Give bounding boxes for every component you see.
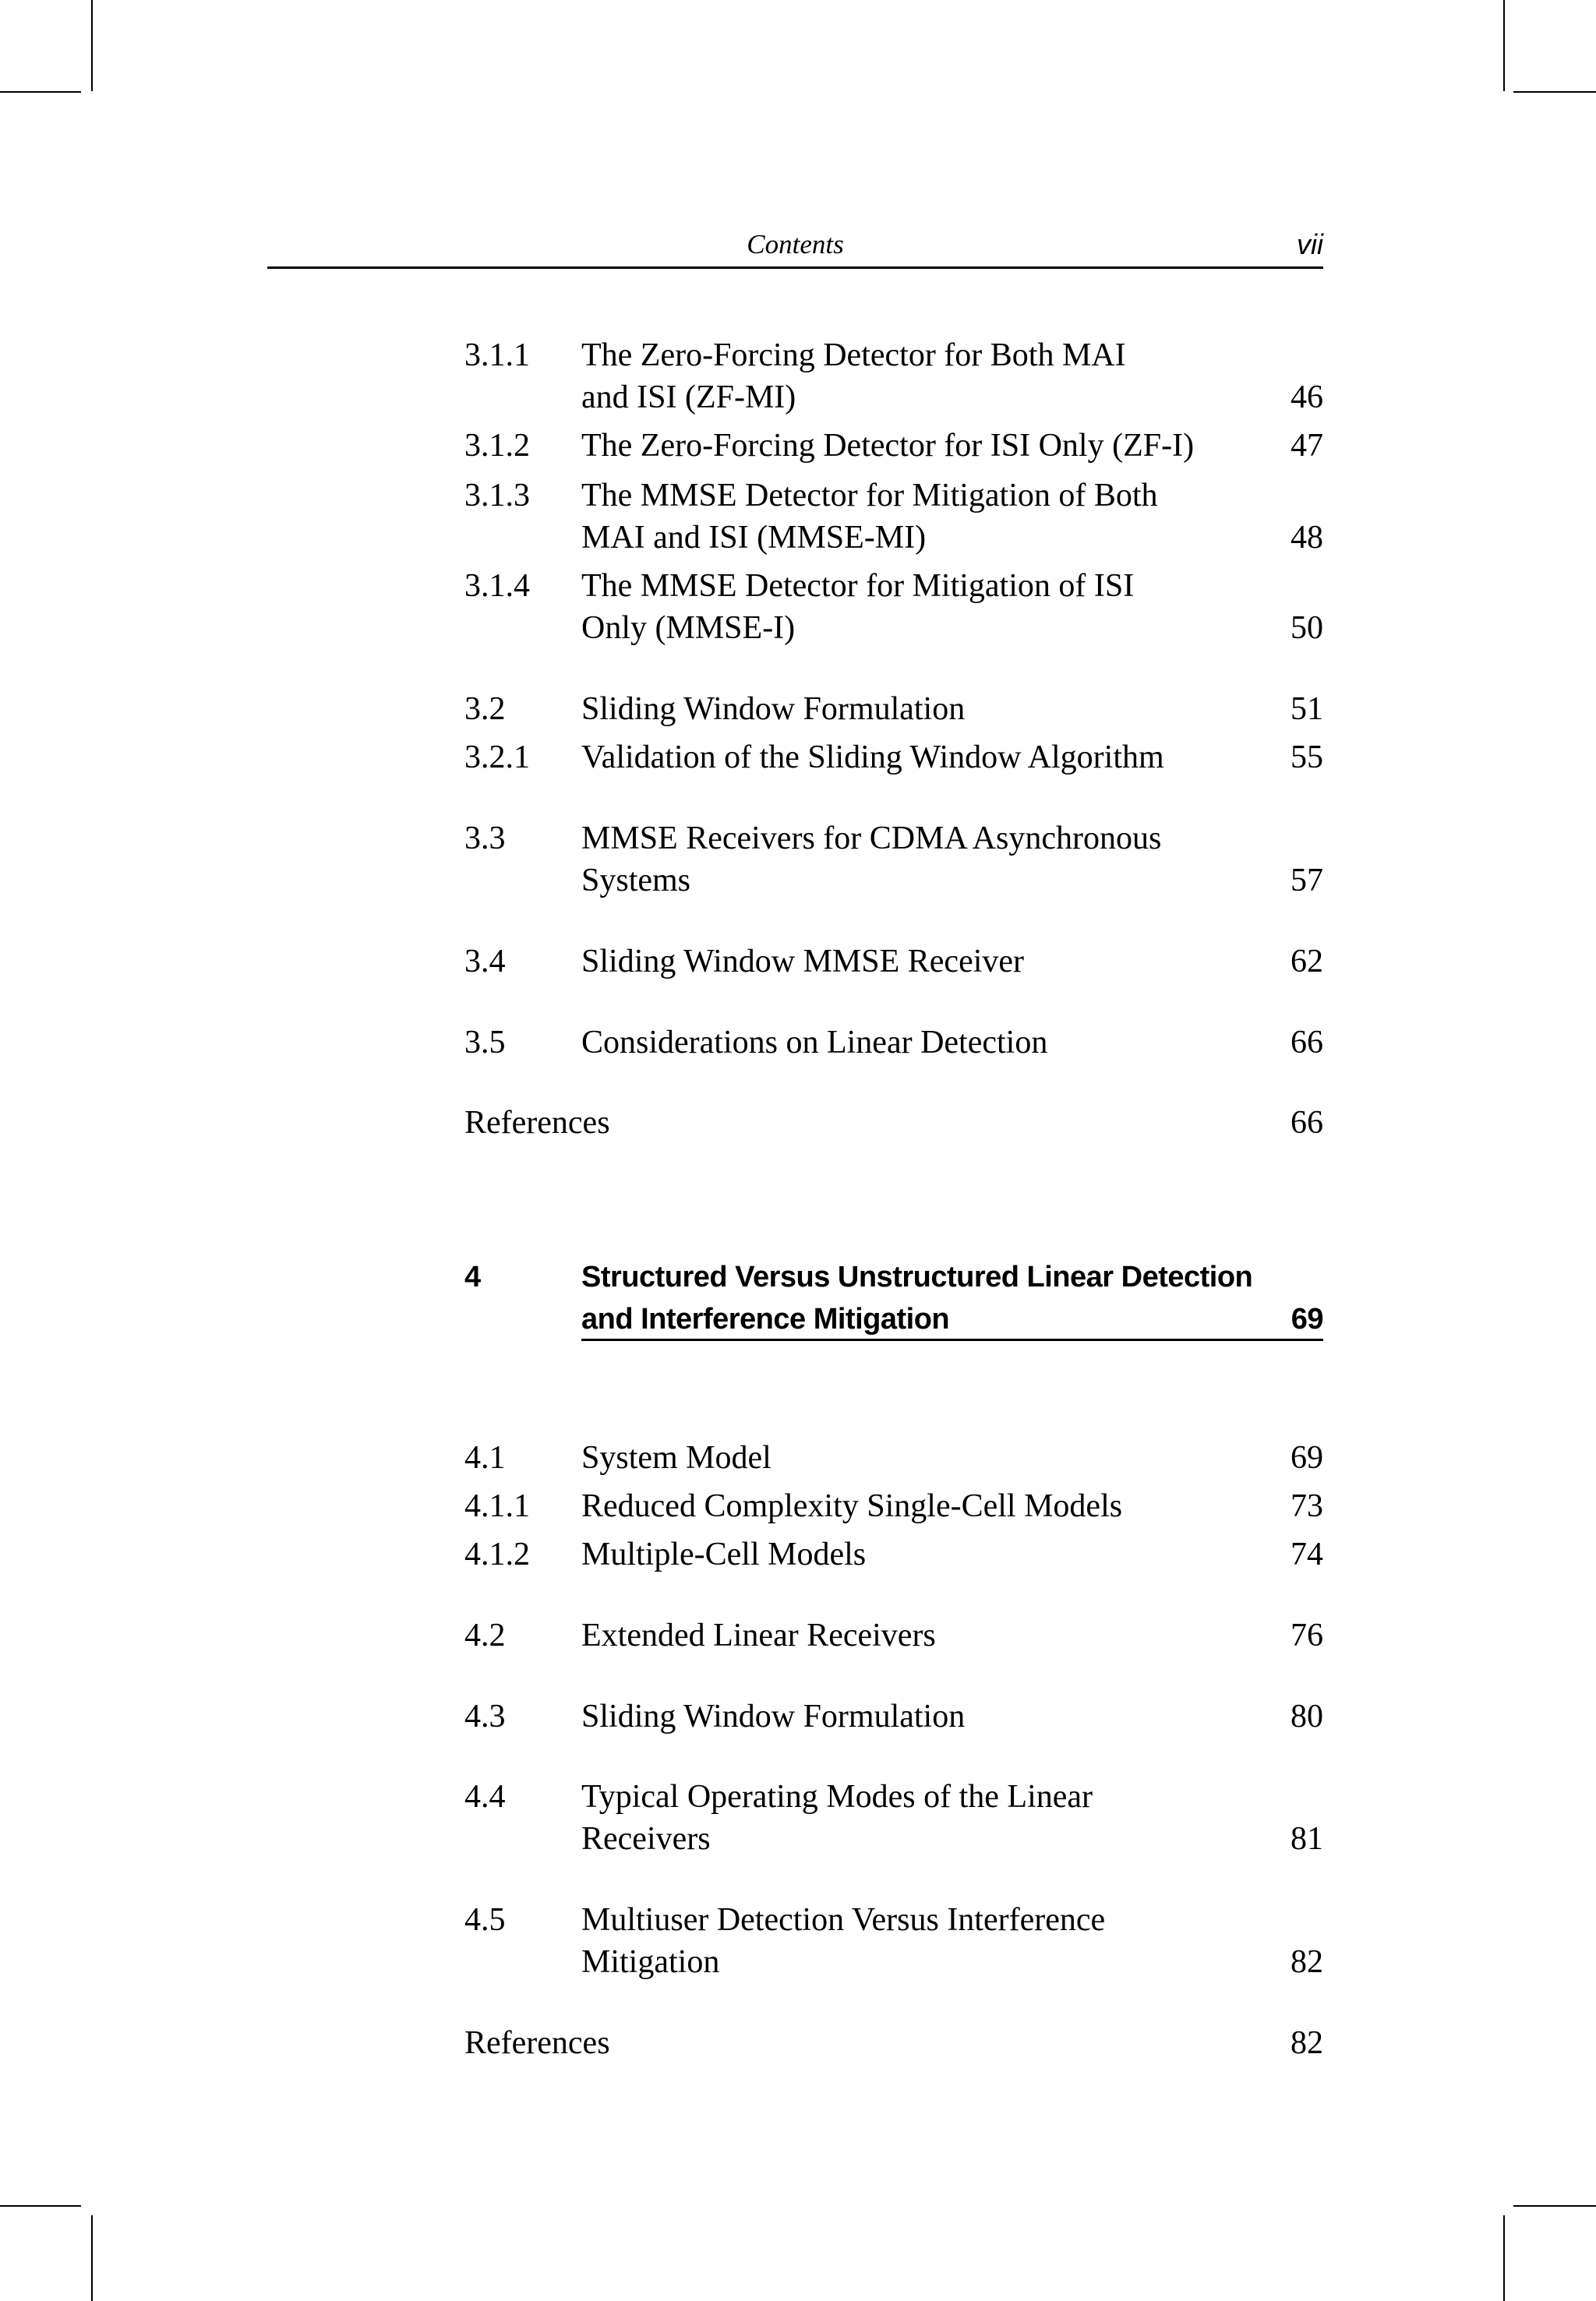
toc-entry-title-continued: MAI and ISI (MMSE-MI): [581, 520, 927, 556]
toc-entry-title-continued: and ISI (ZF-MI): [581, 379, 796, 415]
chapter-4-heading[interactable]: [464, 1255, 1323, 1299]
toc-entry-title: Multiuser Detection Versus Interference: [581, 1902, 1106, 1938]
chapter-page: 69: [1291, 1303, 1323, 1336]
header-rule: [267, 266, 1323, 269]
toc-entry-number: 3.3: [464, 821, 506, 856]
toc-entry-title: References: [464, 2025, 610, 2061]
toc-entry-3-1-4[interactable]: [464, 564, 1323, 608]
toc-entry-number: 4.1.1: [464, 1488, 530, 1524]
toc-entry-title-continued: Systems: [581, 863, 691, 898]
toc-entry-title: The MMSE Detector for Mitigation of Both: [581, 478, 1158, 513]
chapter-rule: [581, 1339, 1323, 1341]
toc-entry-3-2[interactable]: [464, 687, 1323, 731]
crop-mark: [0, 91, 81, 93]
crop-mark: [1503, 2215, 1505, 2301]
toc-entry-3-3[interactable]: [464, 817, 1323, 860]
toc-entry-number: 4.1: [464, 1440, 506, 1476]
toc-entry-title: System Model: [581, 1440, 772, 1476]
toc-entry-page: 81: [1291, 1821, 1323, 1857]
toc-entry-4-1-1[interactable]: [464, 1484, 1323, 1528]
toc-entry-page: 62: [1291, 944, 1323, 979]
toc-entry-4-2[interactable]: [464, 1614, 1323, 1657]
toc-entry-title: Reduced Complexity Single-Cell Models: [581, 1488, 1123, 1524]
toc-entry-number: 3.2: [464, 691, 506, 727]
toc-entry-number: 3.4: [464, 944, 506, 979]
toc-entry-page: 50: [1291, 610, 1323, 646]
toc-entry-title: Typical Operating Modes of the Linear: [581, 1779, 1093, 1815]
toc-entry-number: 4.5: [464, 1902, 506, 1938]
running-head: [267, 226, 1323, 263]
toc-entry-references-chapter-3[interactable]: [464, 1101, 1323, 1145]
toc-entry-title: Validation of the Sliding Window Algorithm: [581, 739, 1164, 775]
toc-entry-page: 66: [1291, 1025, 1323, 1061]
running-head-page-number: vii: [1297, 228, 1323, 260]
running-head-title: Contents: [747, 229, 844, 259]
toc-entry-page: 57: [1291, 863, 1323, 898]
toc-entry-4-1[interactable]: [464, 1436, 1323, 1480]
chapter-title-continued: and Interference Mitigation: [581, 1303, 950, 1336]
toc-entry-3-2-1[interactable]: [464, 736, 1323, 779]
toc-entry-number: 3.1.1: [464, 337, 530, 373]
toc-entry-page: 47: [1291, 428, 1323, 464]
toc-entry-3-1-2[interactable]: [464, 424, 1323, 468]
toc-entry-4-4[interactable]: [464, 1775, 1323, 1819]
toc-entry-4-1-2[interactable]: [464, 1533, 1323, 1576]
chapter-title: Structured Versus Unstructured Linear Detection: [581, 1261, 1253, 1293]
toc-entry-title: Considerations on Linear Detection: [581, 1025, 1048, 1061]
toc-entry-title: Sliding Window MMSE Receiver: [581, 944, 1025, 979]
toc-entry-3-1-1[interactable]: [464, 334, 1323, 377]
toc-entry-title: References: [464, 1105, 610, 1141]
crop-mark: [91, 2215, 93, 2301]
toc-entry-number: 3.5: [464, 1025, 506, 1061]
toc-entry-4-5-continued[interactable]: [464, 1940, 1323, 1984]
toc-entry-title: Sliding Window Formulation: [581, 1699, 966, 1735]
toc-entry-page: 46: [1291, 379, 1323, 415]
toc-entry-title-continued: Mitigation: [581, 1944, 720, 1980]
toc-entry-number: 4.3: [464, 1699, 506, 1735]
toc-entry-page: 66: [1291, 1105, 1323, 1141]
toc-entry-title: MMSE Receivers for CDMA Asynchronous: [581, 821, 1162, 856]
crop-mark: [0, 2205, 81, 2207]
toc-entry-page: 74: [1291, 1537, 1323, 1572]
toc-entry-number: 4.4: [464, 1779, 506, 1815]
toc-entry-4-3[interactable]: [464, 1695, 1323, 1738]
toc-entry-page: 55: [1291, 739, 1323, 775]
toc-entry-references-chapter-4[interactable]: [464, 2021, 1323, 2065]
toc-entry-number: 4.2: [464, 1618, 506, 1653]
toc-entry-page: 69: [1291, 1440, 1323, 1476]
toc-entry-4-5[interactable]: [464, 1898, 1323, 1942]
toc-entry-number: 3.1.2: [464, 428, 530, 464]
toc-entry-3-3-continued[interactable]: [464, 859, 1323, 902]
toc-entry-page: 48: [1291, 520, 1323, 556]
toc-entry-3-4[interactable]: [464, 940, 1323, 983]
chapter-4-heading-continued[interactable]: [464, 1297, 1323, 1341]
toc-entry-title: Extended Linear Receivers: [581, 1618, 936, 1653]
toc-entry-title: Multiple-Cell Models: [581, 1537, 867, 1572]
toc-entry-3-5[interactable]: [464, 1021, 1323, 1064]
toc-entry-number: 3.1.3: [464, 478, 530, 513]
toc-entry-page: 82: [1291, 2025, 1323, 2061]
toc-entry-title: The MMSE Detector for Mitigation of ISI: [581, 568, 1135, 604]
toc-entry-number: 3.2.1: [464, 739, 530, 775]
chapter-number: 4: [464, 1261, 481, 1293]
toc-entry-3-1-3[interactable]: [464, 474, 1323, 517]
toc-entry-4-4-continued[interactable]: [464, 1817, 1323, 1861]
toc-entry-title: Sliding Window Formulation: [581, 691, 966, 727]
toc-entry-3-1-1-continued[interactable]: [464, 376, 1323, 419]
toc-entry-page: 80: [1291, 1699, 1323, 1735]
toc-entry-3-1-4-continued[interactable]: [464, 606, 1323, 650]
toc-entry-page: 76: [1291, 1618, 1323, 1653]
toc-entry-title-continued: Receivers: [581, 1821, 711, 1857]
crop-mark: [1513, 91, 1596, 93]
toc-entry-title-continued: Only (MMSE-I): [581, 610, 796, 646]
toc-entry-number: 3.1.4: [464, 568, 530, 604]
crop-mark: [1513, 2205, 1596, 2207]
toc-entry-number: 4.1.2: [464, 1537, 530, 1572]
toc-entry-page: 51: [1291, 691, 1323, 727]
crop-mark: [91, 0, 93, 91]
toc-entry-title: The Zero-Forcing Detector for Both MAI: [581, 337, 1126, 373]
toc-entry-page: 82: [1291, 1944, 1323, 1980]
toc-entry-3-1-3-continued[interactable]: [464, 516, 1323, 559]
toc-entry-title: The Zero-Forcing Detector for ISI Only (ZF-I): [581, 428, 1195, 464]
crop-mark: [1503, 0, 1505, 91]
toc-entry-page: 73: [1291, 1488, 1323, 1524]
